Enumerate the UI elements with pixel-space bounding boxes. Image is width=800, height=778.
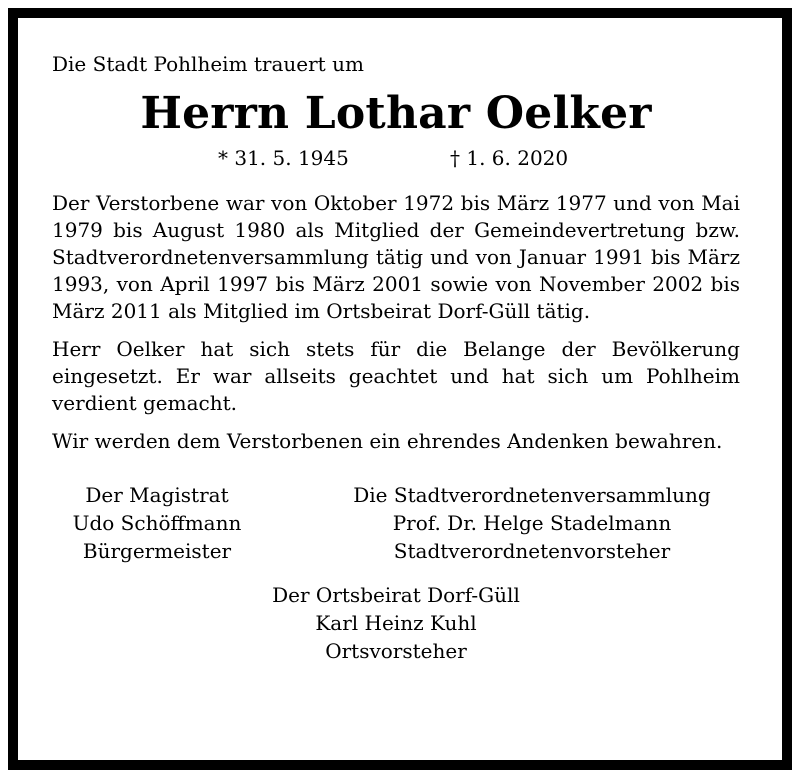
signature-person: Udo Schöffmann [72, 511, 242, 535]
paragraph-career: Der Verstorbene war von Oktober 1972 bis März 1977 und von Mai 1979 bis August 1980 als Mitglied der Gemeindevertretung bzw. Stadtverordnetenversammlung tätig und von Januar 1991 bis März 1993, von April 1997 bis März 2001 sowie von November 2002 bis März 2011 als Mitglied im Ortsbeirat Dorf-Güll tätig. [52, 191, 740, 323]
signature-person: Prof. Dr. Helge Stadelmann [392, 511, 672, 535]
signature-body: Der Ortsbeirat Dorf-Güll [272, 583, 520, 607]
signature-role: Stadtverordnetenvorsteher [393, 539, 671, 563]
intro-line: Die Stadt Pohlheim trauert um [52, 52, 364, 76]
obituary-notice [52, 50, 740, 665]
paragraph-remembrance: Wir werden dem Verstorbenen ein ehrendes Andenken bewahren. [52, 429, 723, 453]
deceased-name: Herrn Lothar Oelker [140, 88, 652, 139]
signature-ortsbeirat [52, 581, 740, 665]
birth-date: * 31. 5. 1945 [218, 146, 349, 170]
signature-body: Der Magistrat [85, 483, 229, 507]
paragraph-merits: Herr Oelker hat sich stets für die Belange der Bevölkerung eingesetzt. Er war allseits geachtet und hat sich um Pohlheim verdient gemacht. [52, 337, 740, 415]
signature-row [52, 481, 740, 565]
signature-body: Die Stadtverordnetenversammlung [353, 483, 711, 507]
death-date: † 1. 6. 2020 [450, 146, 569, 170]
signature-person: Karl Heinz Kuhl [315, 611, 477, 635]
signature-role: Bürgermeister [82, 539, 232, 563]
life-dates [52, 144, 740, 172]
signature-stadtverordnetenversammlung [324, 481, 740, 565]
signature-magistrat [52, 481, 262, 565]
signature-role: Ortsvorsteher [325, 639, 467, 663]
